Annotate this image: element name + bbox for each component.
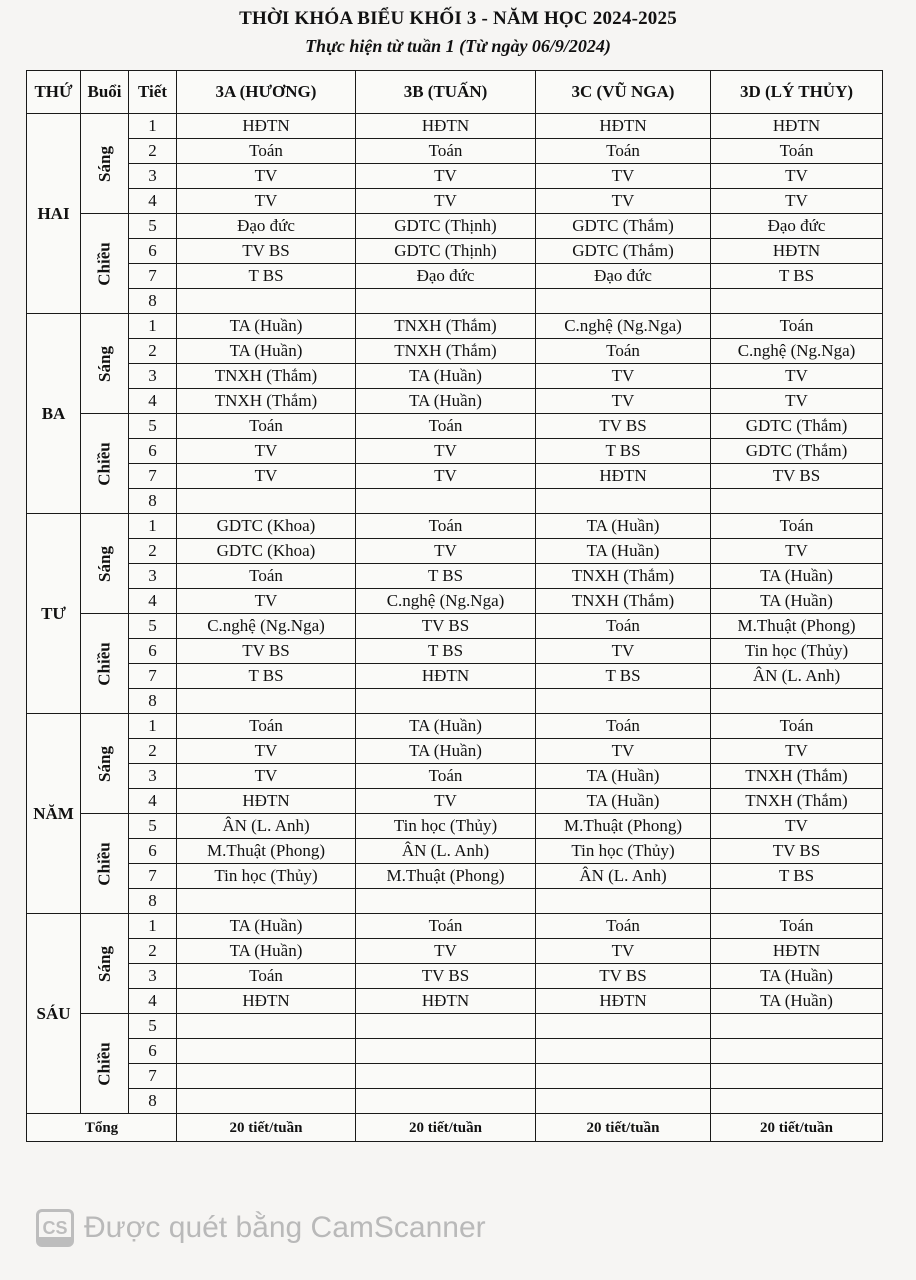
subject-cell-3b [356,289,536,314]
subject-cell-3b: Toán [356,414,536,439]
subject-cell-3c: TA (Huần) [536,514,711,539]
period-cell: 3 [129,764,177,789]
subject-cell-3c [536,1039,711,1064]
subject-cell-3a: TA (Huần) [177,914,356,939]
subject-cell-3d: TA (Huần) [711,964,883,989]
subject-cell-3c: TNXH (Thắm) [536,564,711,589]
subject-cell-3b: TV [356,789,536,814]
period-cell: 1 [129,914,177,939]
subject-cell-3a: TV [177,439,356,464]
subject-cell-3c: TA (Huần) [536,789,711,814]
subject-cell-3b: TA (Huần) [356,389,536,414]
period-cell: 5 [129,414,177,439]
period-cell: 5 [129,1014,177,1039]
table-row [27,839,883,864]
table-row [27,239,883,264]
session-label: Chiều [94,241,114,286]
subject-cell-3a: M.Thuật (Phong) [177,839,356,864]
subject-cell-3d: Toán [711,139,883,164]
subject-cell-3a: HĐTN [177,114,356,139]
subject-cell-3c: TV BS [536,964,711,989]
period-cell: 4 [129,789,177,814]
subject-cell-3a: TNXH (Thắm) [177,389,356,414]
subject-cell-3d: TV BS [711,839,883,864]
subject-cell-3d: HĐTN [711,939,883,964]
col-header-3d: 3D (LÝ THỦY) [711,71,883,114]
subject-cell-3a: TNXH (Thắm) [177,364,356,389]
subject-cell-3a: TA (Huần) [177,339,356,364]
subject-cell-3d: TV [711,814,883,839]
subject-cell-3b: TA (Huần) [356,364,536,389]
subject-cell-3b [356,1064,536,1089]
period-cell: 6 [129,239,177,264]
period-cell: 7 [129,464,177,489]
subject-cell-3b: Toán [356,914,536,939]
subject-cell-3b: T BS [356,639,536,664]
session-label: Chiều [94,841,114,886]
period-cell: 6 [129,1039,177,1064]
subject-cell-3a: Toán [177,139,356,164]
subject-cell-3c: M.Thuật (Phong) [536,814,711,839]
period-cell: 2 [129,939,177,964]
subject-cell-3c [536,489,711,514]
table-row [27,539,883,564]
subject-cell-3b: Toán [356,764,536,789]
subject-cell-3c: Toán [536,139,711,164]
subject-cell-3c: TV [536,389,711,414]
col-header-session: Buổi [81,71,129,114]
subject-cell-3a [177,289,356,314]
subject-cell-3b [356,489,536,514]
period-cell: 4 [129,189,177,214]
table-row [27,289,883,314]
session-label: Sáng [94,745,114,782]
period-cell: 4 [129,989,177,1014]
session-label: Sáng [94,145,114,182]
subject-cell-3b: GDTC (Thịnh) [356,214,536,239]
period-cell: 6 [129,839,177,864]
period-cell: 4 [129,589,177,614]
day-cell: HAI [27,114,81,314]
table-row [27,414,883,439]
subject-cell-3b: TV BS [356,614,536,639]
subject-cell-3c: TV [536,939,711,964]
subject-cell-3a: ÂN (L. Anh) [177,814,356,839]
subject-cell-3d: T BS [711,264,883,289]
table-row [27,1039,883,1064]
timetable [26,70,883,1142]
subject-cell-3a: TV BS [177,239,356,264]
subject-cell-3b: Đạo đức [356,264,536,289]
subject-cell-3d: Tin học (Thủy) [711,639,883,664]
subject-cell-3c: T BS [536,439,711,464]
subject-cell-3a: HĐTN [177,989,356,1014]
session-label: Chiều [94,641,114,686]
subject-cell-3b: TV [356,464,536,489]
period-cell: 8 [129,489,177,514]
subject-cell-3a: HĐTN [177,789,356,814]
total-value-3b: 20 tiết/tuần [356,1114,536,1142]
subject-cell-3d [711,889,883,914]
subject-cell-3a [177,889,356,914]
subject-cell-3a: Toán [177,714,356,739]
subject-cell-3d [711,1039,883,1064]
subject-cell-3d: Toán [711,714,883,739]
table-row [27,314,883,339]
table-row [27,339,883,364]
table-row [27,939,883,964]
table-row [27,864,883,889]
timetable-body [27,114,883,1142]
table-row [27,614,883,639]
subject-cell-3c: Toán [536,714,711,739]
subject-cell-3a: TV [177,464,356,489]
subject-cell-3b: HĐTN [356,114,536,139]
subject-cell-3c [536,889,711,914]
subject-cell-3a [177,1064,356,1089]
subject-cell-3b: ÂN (L. Anh) [356,839,536,864]
subject-cell-3d: TV [711,364,883,389]
subject-cell-3b: TA (Huần) [356,714,536,739]
period-cell: 1 [129,114,177,139]
subject-cell-3c: HĐTN [536,114,711,139]
subject-cell-3c [536,1014,711,1039]
table-row [27,639,883,664]
day-cell: SÁU [27,914,81,1114]
table-row [27,989,883,1014]
session-cell [81,514,129,614]
table-row [27,714,883,739]
session-cell [81,714,129,814]
subject-cell-3a: TA (Huần) [177,939,356,964]
session-cell [81,614,129,714]
day-cell: TƯ [27,514,81,714]
subject-cell-3a: TV [177,764,356,789]
table-row [27,914,883,939]
total-label: Tổng [27,1114,177,1142]
subject-cell-3b: TV [356,189,536,214]
session-cell [81,414,129,514]
subject-cell-3d: Toán [711,914,883,939]
subject-cell-3c [536,1064,711,1089]
subject-cell-3c: TV [536,189,711,214]
subject-cell-3a: Đạo đức [177,214,356,239]
subject-cell-3d: TV [711,539,883,564]
table-row [27,514,883,539]
subject-cell-3c [536,289,711,314]
table-row [27,764,883,789]
subject-cell-3c: TV BS [536,414,711,439]
period-cell: 2 [129,339,177,364]
header-row [27,71,883,114]
page-subtitle: Thực hiện từ tuần 1 (Từ ngày 06/9/2024) [305,36,611,56]
period-cell: 5 [129,614,177,639]
subject-cell-3d: TV [711,164,883,189]
period-cell: 1 [129,714,177,739]
subject-cell-3b: TV [356,539,536,564]
subject-cell-3b: Toán [356,139,536,164]
period-cell: 2 [129,539,177,564]
period-cell: 2 [129,139,177,164]
subject-cell-3b: TNXH (Thắm) [356,339,536,364]
period-cell: 8 [129,689,177,714]
table-row [27,214,883,239]
subject-cell-3d: TA (Huần) [711,589,883,614]
subject-cell-3b: TV [356,939,536,964]
total-value-3d: 20 tiết/tuần [711,1114,883,1142]
col-header-3c: 3C (VŨ NGA) [536,71,711,114]
table-row [27,789,883,814]
col-header-3a: 3A (HƯƠNG) [177,71,356,114]
subject-cell-3c: TV [536,364,711,389]
subject-cell-3d: HĐTN [711,114,883,139]
subject-cell-3c: ÂN (L. Anh) [536,864,711,889]
subject-cell-3a: Toán [177,964,356,989]
subject-cell-3b: HĐTN [356,664,536,689]
table-row [27,1064,883,1089]
table-row [27,264,883,289]
table-row [27,889,883,914]
period-cell: 8 [129,889,177,914]
session-label: Chiều [94,1041,114,1086]
subject-cell-3c: T BS [536,664,711,689]
subject-cell-3a: Tin học (Thủy) [177,864,356,889]
table-row [27,689,883,714]
subject-cell-3b [356,689,536,714]
session-cell [81,214,129,314]
subject-cell-3a [177,1089,356,1114]
camscanner-logo-icon [36,1209,74,1247]
subject-cell-3b: TV [356,439,536,464]
subject-cell-3b: TNXH (Thắm) [356,314,536,339]
period-cell: 7 [129,1064,177,1089]
total-value-3c: 20 tiết/tuần [536,1114,711,1142]
subject-cell-3d: T BS [711,864,883,889]
subject-cell-3d [711,689,883,714]
subject-cell-3c: GDTC (Thắm) [536,214,711,239]
total-value-3a: 20 tiết/tuần [177,1114,356,1142]
subject-cell-3c: TV [536,639,711,664]
subject-cell-3b: Tin học (Thủy) [356,814,536,839]
subject-cell-3a: C.nghệ (Ng.Nga) [177,614,356,639]
table-row [27,564,883,589]
subject-cell-3d [711,289,883,314]
table-row [27,114,883,139]
session-label: Sáng [94,345,114,382]
table-row [27,814,883,839]
period-cell: 1 [129,514,177,539]
subject-cell-3d: C.nghệ (Ng.Nga) [711,339,883,364]
subject-cell-3d: HĐTN [711,239,883,264]
session-label: Sáng [94,545,114,582]
subject-cell-3c: GDTC (Thắm) [536,239,711,264]
subject-cell-3b [356,1089,536,1114]
subject-cell-3d: TA (Huần) [711,989,883,1014]
subject-cell-3b: M.Thuật (Phong) [356,864,536,889]
subject-cell-3d: TV BS [711,464,883,489]
period-cell: 8 [129,289,177,314]
session-cell [81,814,129,914]
total-row [27,1114,883,1142]
session-cell [81,914,129,1014]
subject-cell-3b [356,1014,536,1039]
subject-cell-3d: M.Thuật (Phong) [711,614,883,639]
subject-cell-3d [711,1014,883,1039]
table-row [27,364,883,389]
subject-cell-3c: TNXH (Thắm) [536,589,711,614]
day-cell: BA [27,314,81,514]
table-row [27,964,883,989]
table-row [27,189,883,214]
subject-cell-3c: Đạo đức [536,264,711,289]
session-label: Chiều [94,441,114,486]
subject-cell-3a: TV [177,189,356,214]
camscanner-watermark [36,1208,486,1248]
period-cell: 6 [129,639,177,664]
col-header-day: THỨ [27,71,81,114]
table-row [27,164,883,189]
subject-cell-3d: TNXH (Thắm) [711,789,883,814]
subject-cell-3d [711,1064,883,1089]
table-row [27,139,883,164]
col-header-3b: 3B (TUẤN) [356,71,536,114]
subject-cell-3d: TA (Huần) [711,564,883,589]
session-label: Sáng [94,945,114,982]
subject-cell-3d [711,489,883,514]
subject-cell-3b: T BS [356,564,536,589]
subject-cell-3d: GDTC (Thắm) [711,439,883,464]
subject-cell-3a: T BS [177,264,356,289]
table-row [27,389,883,414]
table-row [27,1089,883,1114]
subject-cell-3b: TV BS [356,964,536,989]
subject-cell-3a [177,489,356,514]
period-cell: 7 [129,664,177,689]
period-cell: 2 [129,739,177,764]
subject-cell-3a: Toán [177,414,356,439]
session-cell [81,114,129,214]
period-cell: 3 [129,964,177,989]
period-cell: 5 [129,214,177,239]
subject-cell-3a [177,689,356,714]
table-row [27,739,883,764]
subject-cell-3d: ÂN (L. Anh) [711,664,883,689]
table-row [27,489,883,514]
subject-cell-3c [536,689,711,714]
period-cell: 4 [129,389,177,414]
subject-cell-3b: TV [356,164,536,189]
period-cell: 7 [129,864,177,889]
subject-cell-3b: HĐTN [356,989,536,1014]
day-cell: NĂM [27,714,81,914]
subject-cell-3d: TNXH (Thắm) [711,764,883,789]
page-title: THỜI KHÓA BIỂU KHỐI 3 - NĂM HỌC 2024-2025 [239,8,677,29]
table-row [27,664,883,689]
subject-cell-3a: TV BS [177,639,356,664]
subject-cell-3d: TV [711,389,883,414]
period-cell: 5 [129,814,177,839]
subject-cell-3a: T BS [177,664,356,689]
subject-cell-3a: TV [177,739,356,764]
subject-cell-3a: GDTC (Khoa) [177,514,356,539]
subject-cell-3a: GDTC (Khoa) [177,539,356,564]
period-cell: 1 [129,314,177,339]
subject-cell-3c: HĐTN [536,464,711,489]
table-row [27,589,883,614]
subject-cell-3b: TA (Huần) [356,739,536,764]
subject-cell-3c: Toán [536,339,711,364]
subject-cell-3a: TV [177,164,356,189]
subject-cell-3b [356,1039,536,1064]
camscanner-logo-text: CS [42,1217,68,1238]
subject-cell-3c [536,1089,711,1114]
subject-cell-3d [711,1089,883,1114]
subject-cell-3b [356,889,536,914]
subject-cell-3c: Toán [536,614,711,639]
table-row [27,1014,883,1039]
subject-cell-3c: HĐTN [536,989,711,1014]
subject-cell-3c: TA (Huần) [536,764,711,789]
subject-cell-3d: Toán [711,314,883,339]
subject-cell-3c: C.nghệ (Ng.Nga) [536,314,711,339]
subject-cell-3b: C.nghệ (Ng.Nga) [356,589,536,614]
subject-cell-3d: TV [711,189,883,214]
table-row [27,439,883,464]
subject-cell-3d: Toán [711,514,883,539]
subject-cell-3c: TV [536,739,711,764]
subject-cell-3c: TA (Huần) [536,539,711,564]
period-cell: 3 [129,564,177,589]
table-row [27,464,883,489]
subject-cell-3a [177,1039,356,1064]
period-cell: 3 [129,164,177,189]
subject-cell-3a: TV [177,589,356,614]
subject-cell-3a [177,1014,356,1039]
subject-cell-3c: TV [536,164,711,189]
period-cell: 8 [129,1089,177,1114]
session-cell [81,314,129,414]
subject-cell-3a: TA (Huần) [177,314,356,339]
session-cell [81,1014,129,1114]
subject-cell-3b: GDTC (Thịnh) [356,239,536,264]
subject-cell-3c: Toán [536,914,711,939]
subject-cell-3d: GDTC (Thắm) [711,414,883,439]
subject-cell-3d: Đạo đức [711,214,883,239]
watermark-text: Được quét bằng CamScanner [84,1211,486,1244]
period-cell: 3 [129,364,177,389]
col-header-period: Tiết [129,71,177,114]
subject-cell-3c: Tin học (Thủy) [536,839,711,864]
subject-cell-3b: Toán [356,514,536,539]
period-cell: 6 [129,439,177,464]
period-cell: 7 [129,264,177,289]
subject-cell-3d: TV [711,739,883,764]
subject-cell-3a: Toán [177,564,356,589]
